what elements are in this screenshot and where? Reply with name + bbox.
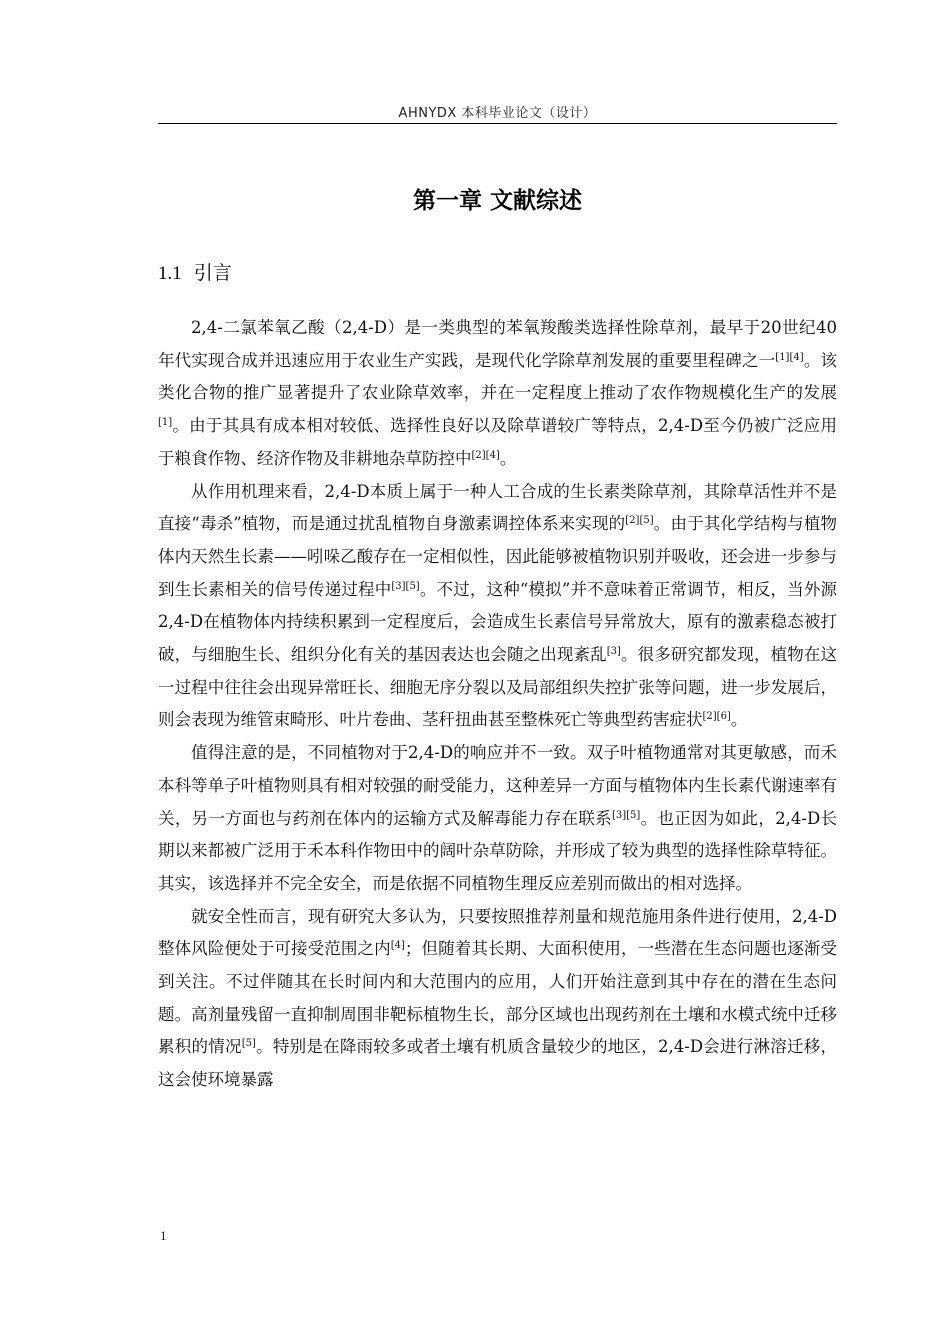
- paragraph: [158, 737, 837, 901]
- page-number: 1: [160, 1228, 167, 1243]
- citation-ref: [2][6]: [702, 711, 731, 723]
- section-title: 引言: [193, 262, 232, 284]
- section-number: 1.1: [158, 263, 182, 284]
- text-run: 。不过，这种“模拟”并不意味着正常调节，相反，当外源2,4-D在植物体内持续积累到一定程度后，会造成生长素信号异常放大，原有的激素稳态被打破，与细胞生长、组织分化有关的基因表达也会随之出现紊乱: [158, 579, 837, 665]
- citation-ref: [2][5]: [625, 515, 654, 527]
- citation-ref: [5]: [241, 1038, 256, 1050]
- text-run: 。由于其化学结构与植物体内天然生长素——吲哚乙酸存在一定相似性，因此能够被植物识别并吸收，还会进一步参与到生长素相关的信号传递过程中: [158, 514, 838, 599]
- text-run: 值得注意的是，不同植物对于2,4-D的响应并不一致。双子叶植物通常对其更敏感，而禾本科等单子叶植物则具有相对较强的耐受能力，这种差异一方面与植物体内生长素代谢速率有关，另一方面也与药剂在体内的运输方式及解毒能力存在联系: [158, 743, 837, 828]
- header-rule: [158, 123, 837, 124]
- paragraph: [158, 312, 837, 476]
- text-run: 。由于其具有成本相对较低、选择性良好以及除草谱较广等特点，2,4-D至今仍被广泛应用于粮食作物、经济作物及非耕地杂草防控中: [158, 416, 837, 468]
- text-run: 。也正因为如此，2,4-D长期以来都被广泛用于禾本科作物田中的阔叶杂草防除，并形成了较为典型的选择性除草特征。其实，该选择并不完全安全，而是依据不同植物生理反应差别而做出的相对选择。: [158, 808, 838, 893]
- citation-ref: [1][4]: [775, 351, 804, 363]
- text-run: 从作用机理来看，2,4-D本质上属于一种人工合成的生长素类除草剂，其除草活性并不是直接“毒杀”植物，而是通过扰乱植物自身激素调控体系来实现的: [158, 481, 837, 534]
- section-heading: [158, 258, 232, 285]
- citation-ref: [1]: [158, 417, 173, 429]
- text-run: 。特别是在降雨较多或者土壤有机质含量较少的地区，2,4-D会进行淋溶迁移，这会使环境暴露: [158, 1037, 838, 1090]
- paragraph: [158, 901, 837, 1097]
- text-run: 。: [499, 448, 517, 468]
- citation-ref: [3][5]: [611, 809, 641, 821]
- chapter-title: 第一章 文献综述: [412, 188, 582, 214]
- text-run: 就安全性而言，现有研究大多认为，只要按照推荐剂量和规范施用条件进行使用，2,4-D整体风险便处于可接受范围之内: [158, 906, 837, 959]
- citation-ref: [3]: [606, 646, 621, 658]
- citation-ref: [3][5]: [391, 580, 420, 592]
- paragraph: [158, 476, 837, 738]
- text-run: 。: [730, 710, 748, 730]
- body-text: [158, 312, 837, 1097]
- text-run: 2,4-二氯苯氧乙酸（2,4-D）是一类典型的苯氧羧酸类选择性除草剂，最早于20世纪40年代实现合成并迅速应用于农业生产实践，是现代化学除草剂发展的重要里程碑之一: [158, 318, 837, 370]
- running-header: AHNYDX 本科毕业论文（设计）: [398, 106, 597, 121]
- text-run: ；但随着其长期、大面积使用，一些潜在生态问题也逐渐受到关注。不过伴随其在长时间内和大范围内的应用，人们开始注意到其中存在的潜在生态问题。高剂量残留一直抑制周围非靶标植物生长，部分区域也出现药剂在土壤和水模式统中迁移累积的情况: [158, 939, 838, 1057]
- citation-ref: [4]: [390, 940, 405, 952]
- text-run: 。很多研究都发现，植物在这一过程中往往会出现异常旺长、细胞无序分裂以及局部组织失控扩张等问题，进一步发展后，则会表现为维管束畸形、叶片卷曲、茎秆扭曲甚至整株死亡等典型药害症状: [158, 645, 838, 730]
- citation-ref: [2][4]: [471, 449, 500, 461]
- text-run: 。该类化合物的推广显著提升了农业除草效率，并在一定程度上推动了农作物规模化生产的发展: [158, 350, 838, 403]
